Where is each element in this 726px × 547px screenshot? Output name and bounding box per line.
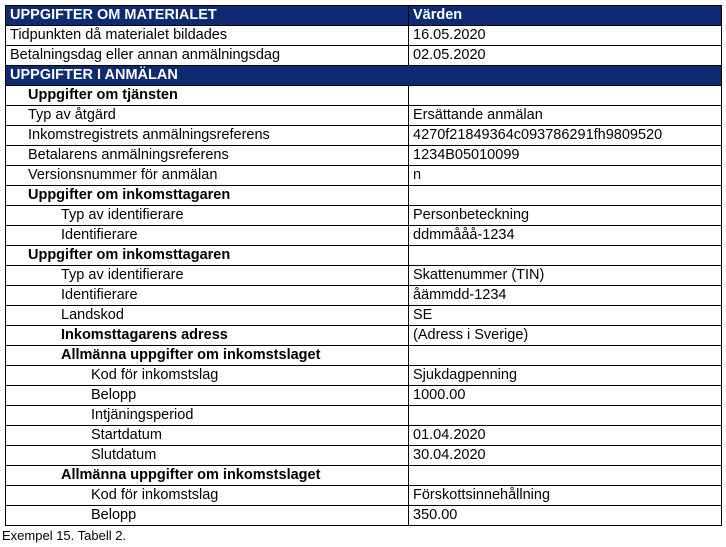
row-value: 01.04.2020 <box>409 426 722 446</box>
row-value: ddmmååå-1234 <box>409 226 722 246</box>
table-row <box>6 346 722 366</box>
row-value <box>409 406 722 426</box>
row-label: Startdatum <box>6 426 409 446</box>
row-label: Belopp <box>6 506 409 526</box>
row-value <box>409 86 722 106</box>
table-row <box>6 146 722 166</box>
row-label: Typ av åtgärd <box>6 106 409 126</box>
row-label: Identifierare <box>6 286 409 306</box>
row-value: (Adress i Sverige) <box>409 326 722 346</box>
table-row <box>6 46 722 66</box>
table-row <box>6 286 722 306</box>
table-row <box>6 486 722 506</box>
row-value: 16.05.2020 <box>409 26 722 46</box>
row-value <box>409 466 722 486</box>
table-row <box>6 406 722 426</box>
row-label: Inkomsttagarens adress <box>6 326 409 346</box>
table-row <box>6 246 722 266</box>
table-row <box>6 386 722 406</box>
table-row <box>6 466 722 486</box>
table-caption: Exempel 15. Tabell 2. <box>2 528 127 543</box>
row-value: Förskottsinnehållning <box>409 486 722 506</box>
row-value: SE <box>409 306 722 326</box>
table-row <box>6 126 722 146</box>
table-row <box>6 266 722 286</box>
table-row <box>6 226 722 246</box>
row-value <box>409 246 722 266</box>
table-row <box>6 26 722 46</box>
row-label: Identifierare <box>6 226 409 246</box>
row-label: Kod för inkomstslag <box>6 486 409 506</box>
row-value: n <box>409 166 722 186</box>
row-label: Versionsnummer för anmälan <box>6 166 409 186</box>
header-cell-values: Värden <box>409 6 722 26</box>
table-row <box>6 186 722 206</box>
row-value: 02.05.2020 <box>409 46 722 66</box>
row-label: Betalarens anmälningsreferens <box>6 146 409 166</box>
row-label: Uppgifter om tjänsten <box>6 86 409 106</box>
row-label: Landskod <box>6 306 409 326</box>
row-label: Slutdatum <box>6 446 409 466</box>
row-value: 4270f21849364c093786291fh9809520 <box>409 126 722 146</box>
row-label: Belopp <box>6 386 409 406</box>
row-value: Ersättande anmälan <box>409 106 722 126</box>
row-label: Kod för inkomstslag <box>6 366 409 386</box>
row-label: Uppgifter om inkomsttagaren <box>6 246 409 266</box>
row-label: Typ av identifierare <box>6 206 409 226</box>
row-value: 30.04.2020 <box>409 446 722 466</box>
row-label: Tidpunkten då materialet bildades <box>6 26 409 46</box>
table-row <box>6 506 722 526</box>
section-header-row <box>6 66 722 86</box>
row-value <box>409 346 722 366</box>
row-value: Skattenummer (TIN) <box>409 266 722 286</box>
table-row <box>6 86 722 106</box>
table-row <box>6 426 722 446</box>
table-row <box>6 166 722 186</box>
row-value: 1000.00 <box>409 386 722 406</box>
table-row <box>6 326 722 346</box>
row-label: Inkomstregistrets anmälningsreferens <box>6 126 409 146</box>
row-value: åämmdd-1234 <box>409 286 722 306</box>
table-row <box>6 206 722 226</box>
row-label: Allmänna uppgifter om inkomstslaget <box>6 466 409 486</box>
table-row <box>6 106 722 126</box>
row-value <box>409 186 722 206</box>
row-value: 350.00 <box>409 506 722 526</box>
row-value: 1234B05010099 <box>409 146 722 166</box>
table-header-row <box>6 6 722 26</box>
row-label: Uppgifter om inkomsttagaren <box>6 186 409 206</box>
table-row <box>6 306 722 326</box>
table-row <box>6 446 722 466</box>
row-value: Personbeteckning <box>409 206 722 226</box>
section-title: UPPGIFTER I ANMÄLAN <box>6 66 722 86</box>
row-label: Intjäningsperiod <box>6 406 409 426</box>
row-label: Typ av identifierare <box>6 266 409 286</box>
row-value: Sjukdagpenning <box>409 366 722 386</box>
data-table <box>5 5 722 526</box>
row-label: Allmänna uppgifter om inkomstslaget <box>6 346 409 366</box>
table-row <box>6 366 722 386</box>
document <box>2 5 721 543</box>
row-label: Betalningsdag eller annan anmälningsdag <box>6 46 409 66</box>
header-cell-label: UPPGIFTER OM MATERIALET <box>6 6 409 26</box>
